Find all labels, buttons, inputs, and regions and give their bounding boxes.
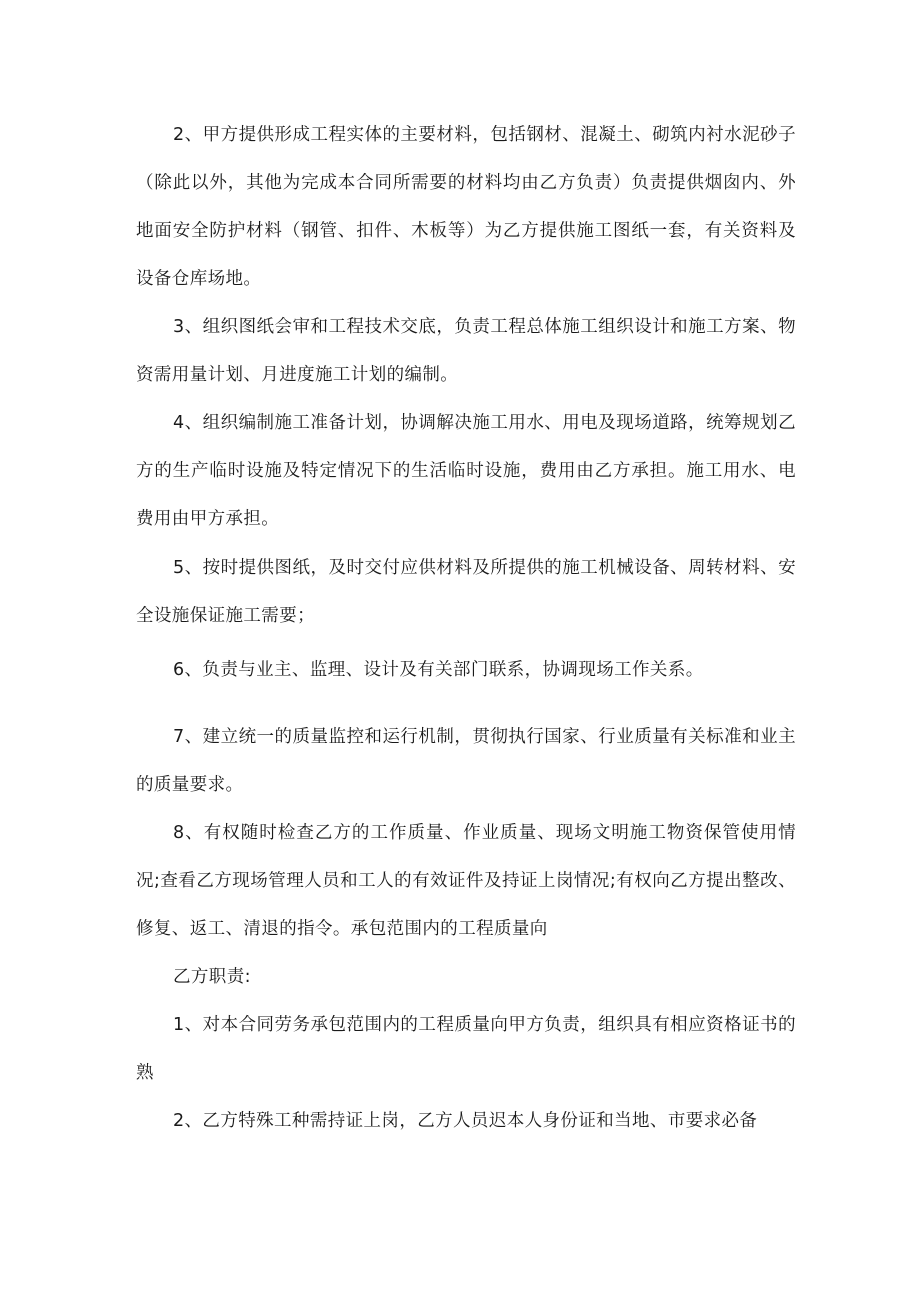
paragraph-party-b-item-1: 1、对本合同劳务承包范围内的工程质量向甲方负责，组织具有相应资格证书的熟	[136, 1015, 796, 1083]
paragraph-party-a-item-3: 3、组织图纸会审和工程技术交底，负责工程总体施工组织设计和施工方案、物资需用量计划、月进度施工计划的编制。	[136, 317, 796, 385]
paragraph-party-b-item-2: 2、乙方特殊工种需持证上岗，乙方人员迟本人身份证和当地、市要求必备	[173, 1111, 758, 1131]
paragraph-party-a-item-7: 7、建立统一的质量监控和运行机制，贯彻执行国家、行业质量有关标准和业主的质量要求。	[136, 727, 796, 795]
paragraph-party-a-item-4: 4、组织编制施工准备计划，协调解决施工用水、用电及现场道路，统筹规划乙方的生产临时设施及特定情况下的生活临时设施，费用由乙方承担。施工用水、电费用由甲方承担。	[136, 413, 796, 529]
section-heading-party-b-duties: 乙方职责:	[173, 967, 251, 987]
paragraph-party-a-item-2: 2、甲方提供形成工程实体的主要材料，包括钢材、混凝土、砌筑内衬水泥砂子（除此以外，其他为完成本合同所需要的材料均由乙方负责）负责提供烟囱内、外地面安全防护材料（钢管、扣件、木板等）为乙方提供施工图纸一套，有关资料及设备仓库场地。	[136, 125, 796, 289]
paragraph-party-a-item-6: 6、负责与业主、监理、设计及有关部门联系，协调现场工作关系。	[173, 660, 704, 680]
paragraph-party-a-item-5: 5、按时提供图纸，及时交付应供材料及所提供的施工机械设备、周转材料、安全设施保证施工需要；	[136, 558, 796, 626]
paragraph-party-a-item-8: 8、有权随时检查乙方的工作质量、作业质量、现场文明施工物资保管使用情况;查看乙方现场管理人员和工人的有效证件及持证上岗情况;有权向乙方提出整改、修复、返工、清退的指令。承包范围内的工程质量向	[136, 823, 796, 939]
